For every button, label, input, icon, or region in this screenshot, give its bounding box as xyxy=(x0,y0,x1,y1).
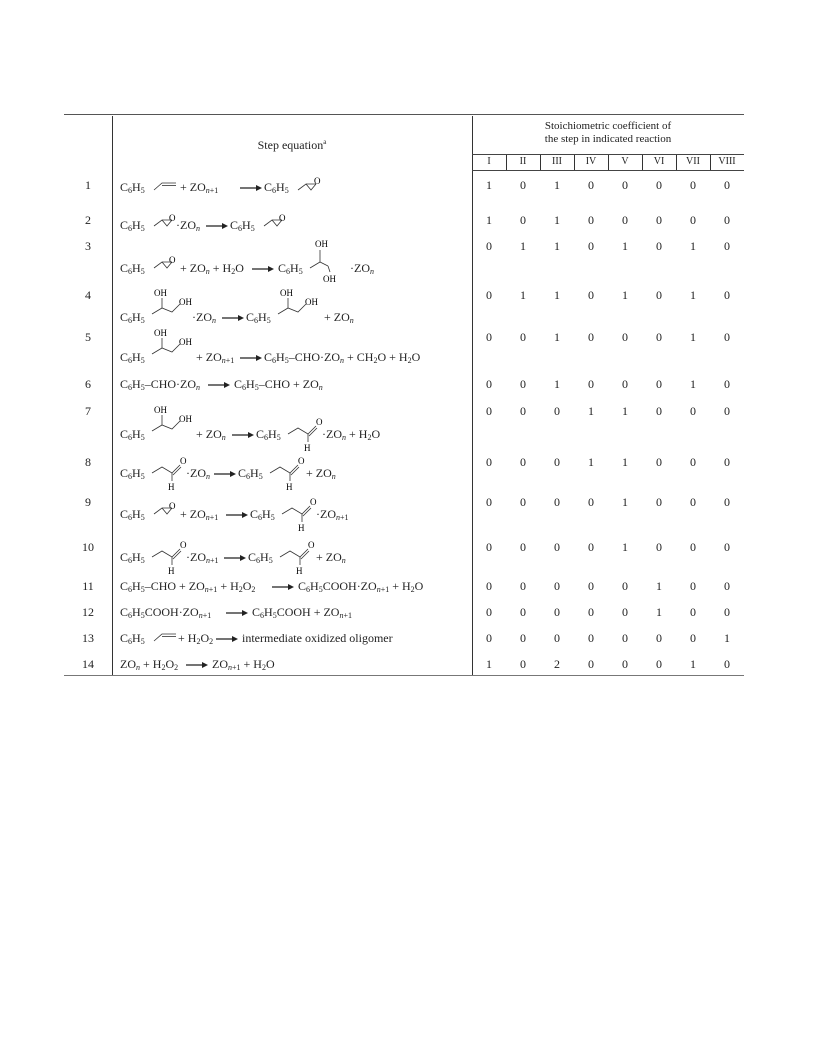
coef-III: 0 xyxy=(554,605,560,619)
svg-text:O: O xyxy=(180,456,187,466)
svg-text:O: O xyxy=(169,501,176,511)
reaction-col-II: II xyxy=(519,156,527,167)
coef-III: 0 xyxy=(554,495,560,509)
eq12-arrow xyxy=(226,610,248,616)
coef-VIII: 0 xyxy=(724,288,730,302)
coef-II: 0 xyxy=(520,330,526,344)
eq8-product: $C_6H_5$ xyxy=(238,466,263,481)
coef-V: 1 xyxy=(622,455,628,469)
eq3-c6h5: $C_6H_5$ xyxy=(120,261,145,276)
coef-IV: 0 xyxy=(588,657,594,671)
stoich-header: Stoichiometric coefficient of the step in indicated reaction xyxy=(544,120,672,145)
svg-text:H: H xyxy=(286,482,293,491)
svg-text:OH: OH xyxy=(154,328,167,338)
step-number: 3 xyxy=(85,239,91,253)
eq10-c6h5: $C_6H_5$ xyxy=(120,550,145,565)
step-number: 14 xyxy=(82,657,94,671)
coef-V: 1 xyxy=(622,404,628,418)
step-number: 4 xyxy=(85,288,91,302)
eq7-c6h5: $C_6H_5$ xyxy=(120,427,145,442)
eq7-reagent: + $ZO_n$ xyxy=(196,427,226,442)
eq2-epoxide xyxy=(152,212,178,230)
eq12-reactant: $C_6H_5COOH\cdot ZO_{n+1}$ xyxy=(120,605,212,620)
coef-VIII: 1 xyxy=(724,631,730,645)
coef-I: 0 xyxy=(486,404,492,418)
eq8-zon-product: + $ZO_n$ xyxy=(306,466,336,481)
eq10-arrow xyxy=(224,555,246,561)
eq7-products: $\cdot ZO_n + H_2O$ xyxy=(322,427,381,442)
coef-V: 0 xyxy=(622,657,628,671)
coef-II: 1 xyxy=(520,239,526,253)
eq9-c6h5: $C_6H_5$ xyxy=(120,507,145,522)
coef-III: 0 xyxy=(554,579,560,593)
eq6-reactant: $C_6H_5-CHO\cdot ZO_n$ xyxy=(120,377,201,392)
eq4-zon-product: + $ZO_n$ xyxy=(324,310,354,325)
coef-IV: 0 xyxy=(588,288,594,302)
coef-II: 0 xyxy=(520,631,526,645)
coef-VII: 0 xyxy=(690,404,696,418)
eq13-vinyl xyxy=(152,627,178,645)
coef-IV: 0 xyxy=(588,579,594,593)
coef-IV: 0 xyxy=(588,239,594,253)
coef-IV: 0 xyxy=(588,178,594,192)
step-number: 2 xyxy=(85,213,91,227)
coef-V: 0 xyxy=(622,579,628,593)
reaction-col-VI: VI xyxy=(653,156,665,167)
eq9-zon: $\cdot ZO_{n+1}$ xyxy=(316,507,349,522)
col-divider xyxy=(608,155,609,170)
step-number: 5 xyxy=(85,330,91,344)
eq4-diol-product xyxy=(276,288,326,318)
divider-num xyxy=(112,116,113,675)
coef-VI: 0 xyxy=(656,213,662,227)
col-divider xyxy=(574,155,575,170)
eq1-product: $C_6H_5$ xyxy=(264,180,289,195)
coef-VII: 1 xyxy=(690,288,696,302)
eq10-product: $C_6H_5$ xyxy=(248,550,273,565)
coef-VI: 1 xyxy=(656,579,662,593)
coef-II: 0 xyxy=(520,657,526,671)
svg-text:O: O xyxy=(180,540,187,550)
coef-VI: 0 xyxy=(656,495,662,509)
coef-VIII: 0 xyxy=(724,455,730,469)
coef-VII: 0 xyxy=(690,495,696,509)
coef-VIII: 0 xyxy=(724,579,730,593)
step-number: 1 xyxy=(85,178,91,192)
coef-VI: 1 xyxy=(656,605,662,619)
coef-VII: 0 xyxy=(690,213,696,227)
coef-VII: 0 xyxy=(690,631,696,645)
coef-II: 0 xyxy=(520,404,526,418)
coef-VIII: 0 xyxy=(724,239,730,253)
eq14-products: $ZO_{n+1} + H_2O$ xyxy=(212,657,275,672)
step-number: 8 xyxy=(85,455,91,469)
coef-I: 0 xyxy=(486,455,492,469)
step-number: 9 xyxy=(85,495,91,509)
eq8-c6h5: $C_6H_5$ xyxy=(120,466,145,481)
coef-II: 0 xyxy=(520,605,526,619)
coef-II: 0 xyxy=(520,178,526,192)
coef-III: 0 xyxy=(554,631,560,645)
eq1-rhs-a: + $ZO_{n+1}$ xyxy=(180,180,219,195)
svg-text:H: H xyxy=(168,566,175,575)
eq9-product: $C_6H_5$ xyxy=(250,507,275,522)
eq1-arrow xyxy=(240,185,262,191)
eq2-c6h5: $C_6H_5$ xyxy=(120,218,145,233)
svg-text:O: O xyxy=(279,213,286,223)
reaction-col-VIII: VIII xyxy=(718,156,736,167)
equations-layer xyxy=(118,0,468,1056)
coef-II: 0 xyxy=(520,213,526,227)
coef-I: 0 xyxy=(486,579,492,593)
eq13-arrow xyxy=(216,636,238,642)
svg-text:O: O xyxy=(169,255,176,265)
reaction-col-IV: IV xyxy=(585,156,597,167)
step-number: 7 xyxy=(85,404,91,418)
step-number: 13 xyxy=(82,631,94,645)
coef-VIII: 0 xyxy=(724,495,730,509)
coef-VIII: 0 xyxy=(724,377,730,391)
coef-IV: 0 xyxy=(588,495,594,509)
svg-text:OH: OH xyxy=(154,288,167,298)
svg-text:OH: OH xyxy=(179,297,192,307)
coef-VIII: 0 xyxy=(724,330,730,344)
reaction-col-III: III xyxy=(552,156,562,167)
coef-III: 1 xyxy=(554,239,560,253)
coef-I: 0 xyxy=(486,631,492,645)
coef-II: 0 xyxy=(520,579,526,593)
reaction-col-I: I xyxy=(487,156,491,167)
coef-VI: 0 xyxy=(656,377,662,391)
coef-VII: 0 xyxy=(690,455,696,469)
eq2-arrow xyxy=(206,223,228,229)
coef-II: 0 xyxy=(520,455,526,469)
coef-VII: 0 xyxy=(690,605,696,619)
eq4-c6h5: $C_6H_5$ xyxy=(120,310,145,325)
svg-text:H: H xyxy=(298,523,305,532)
coef-VII: 1 xyxy=(690,657,696,671)
eq5-products: $C_6H_5-CHO\cdot ZO_n + CH_2O + H_2O$ xyxy=(264,350,421,365)
coef-VII: 1 xyxy=(690,377,696,391)
eq5-diol xyxy=(150,328,200,358)
coef-V: 1 xyxy=(622,239,628,253)
coef-I: 0 xyxy=(486,377,492,391)
coef-VII: 1 xyxy=(690,239,696,253)
coef-III: 1 xyxy=(554,330,560,344)
col-divider xyxy=(540,155,541,170)
coef-IV: 0 xyxy=(588,540,594,554)
step-number: 11 xyxy=(82,579,94,593)
eq9-arrow xyxy=(226,512,248,518)
eq13-product: intermediate oxidized oligomer xyxy=(242,631,393,645)
eq12-products: $C_6H_5COOH + ZO_{n+1}$ xyxy=(252,605,352,620)
coef-I: 1 xyxy=(486,657,492,671)
eq13-c6h5: $C_6H_5$ xyxy=(120,631,145,646)
svg-text:OH: OH xyxy=(154,405,167,415)
eq6-arrow xyxy=(208,382,230,388)
eq7-arrow xyxy=(232,432,254,438)
svg-text:O: O xyxy=(298,456,305,466)
coef-VII: 1 xyxy=(690,330,696,344)
coef-VII: 0 xyxy=(690,178,696,192)
coef-V: 0 xyxy=(622,213,628,227)
reaction-col-V: V xyxy=(621,156,629,167)
coef-V: 0 xyxy=(622,377,628,391)
eq5-c6h5: $C_6H_5$ xyxy=(120,350,145,365)
step-equation-header: Step equation$^a$ xyxy=(257,138,327,152)
svg-text:OH: OH xyxy=(305,297,318,307)
svg-text:H: H xyxy=(296,566,303,575)
coef-VI: 0 xyxy=(656,178,662,192)
eq7-aldehyde xyxy=(286,414,326,452)
eq5-reagent: + $ZO_{n+1}$ xyxy=(196,350,235,365)
coef-I: 0 xyxy=(486,288,492,302)
svg-text:OH: OH xyxy=(179,414,192,424)
coef-VI: 0 xyxy=(656,631,662,645)
eq6-products: $C_6H_5$–CHO + $ZO_n$ xyxy=(234,377,323,392)
coef-VI: 0 xyxy=(656,455,662,469)
eq10-zon: $\cdot ZO_{n+1}$ xyxy=(186,550,219,565)
coef-V: 1 xyxy=(622,495,628,509)
coef-VI: 0 xyxy=(656,540,662,554)
col-divider xyxy=(506,155,507,170)
step-number: 6 xyxy=(85,377,91,391)
coef-III: 2 xyxy=(554,657,560,671)
eq8-arrow xyxy=(214,471,236,477)
coef-III: 1 xyxy=(554,288,560,302)
coef-VI: 0 xyxy=(656,404,662,418)
coef-V: 1 xyxy=(622,288,628,302)
coef-III: 1 xyxy=(554,377,560,391)
coef-V: 0 xyxy=(622,178,628,192)
coef-VIII: 0 xyxy=(724,404,730,418)
eq11-arrow xyxy=(272,584,294,590)
eq13-reagent: + $H_2O_2$ xyxy=(178,631,214,646)
svg-text:OH: OH xyxy=(323,274,336,284)
eq11-products: $C_6H_5COOH\cdot ZO_{n+1} + H_2O$ xyxy=(298,579,424,594)
coef-VIII: 0 xyxy=(724,178,730,192)
svg-text:OH: OH xyxy=(179,337,192,347)
reaction-col-VII: VII xyxy=(686,156,700,167)
col-divider xyxy=(642,155,643,170)
coef-VIII: 0 xyxy=(724,605,730,619)
coef-V: 0 xyxy=(622,330,628,344)
eq2-product: $C_6H_5$ xyxy=(230,218,255,233)
coef-II: 0 xyxy=(520,377,526,391)
coef-III: 1 xyxy=(554,178,560,192)
coef-III: 0 xyxy=(554,455,560,469)
coef-V: 1 xyxy=(622,540,628,554)
svg-text:O: O xyxy=(169,213,176,223)
coef-III: 0 xyxy=(554,404,560,418)
eq1-c6h5: $C_6H_5$ xyxy=(120,180,145,195)
svg-text:OH: OH xyxy=(280,288,293,298)
step-number: 10 xyxy=(82,540,94,554)
coef-I: 0 xyxy=(486,330,492,344)
eq3-product: $C_6H_5$ xyxy=(278,261,303,276)
eq10-aldehyde xyxy=(150,537,190,575)
coef-IV: 0 xyxy=(588,213,594,227)
coef-II: 0 xyxy=(520,540,526,554)
svg-text:O: O xyxy=(316,417,323,427)
eq3-diol xyxy=(308,238,356,284)
eq5-arrow xyxy=(240,355,262,361)
eq4-zon: $\cdot ZO_n$ xyxy=(192,310,216,325)
coef-III: 1 xyxy=(554,213,560,227)
eq7-diol xyxy=(150,405,200,435)
coef-VII: 0 xyxy=(690,579,696,593)
eq1-epoxide xyxy=(296,176,322,194)
coef-I: 1 xyxy=(486,213,492,227)
eq4-arrow xyxy=(222,315,244,321)
eq1-o: O xyxy=(314,176,321,186)
coef-VI: 0 xyxy=(656,657,662,671)
svg-text:O: O xyxy=(308,540,315,550)
coef-I: 0 xyxy=(486,239,492,253)
eq3-zon: $\cdot ZO_n$ xyxy=(350,261,374,276)
eq2-zon: $\cdot ZO_n$ xyxy=(176,218,200,233)
svg-text:OH: OH xyxy=(315,239,328,249)
coef-VI: 0 xyxy=(656,330,662,344)
coef-IV: 0 xyxy=(588,605,594,619)
coef-IV: 0 xyxy=(588,377,594,391)
coef-I: 1 xyxy=(486,178,492,192)
col-divider xyxy=(676,155,677,170)
step-number: 12 xyxy=(82,605,94,619)
coef-IV: 1 xyxy=(588,455,594,469)
coef-VIII: 0 xyxy=(724,213,730,227)
eq8-zon: $\cdot ZO_n$ xyxy=(186,466,210,481)
coef-II: 1 xyxy=(520,288,526,302)
coef-IV: 0 xyxy=(588,330,594,344)
coef-II: 0 xyxy=(520,495,526,509)
coef-IV: 1 xyxy=(588,404,594,418)
eq9-reagent: + $ZO_{n+1}$ xyxy=(180,507,219,522)
coef-VII: 0 xyxy=(690,540,696,554)
coef-VIII: 0 xyxy=(724,657,730,671)
coef-V: 0 xyxy=(622,605,628,619)
coef-I: 0 xyxy=(486,540,492,554)
coef-III: 0 xyxy=(554,540,560,554)
eq8-aldehyde-product xyxy=(268,453,308,491)
eq4-product: $C_6H_5$ xyxy=(246,310,271,325)
coef-I: 0 xyxy=(486,495,492,509)
coef-IV: 0 xyxy=(588,631,594,645)
eq1-vinyl xyxy=(152,176,178,194)
coef-VI: 0 xyxy=(656,288,662,302)
eq7-product: $C_6H_5$ xyxy=(256,427,281,442)
svg-text:H: H xyxy=(304,443,311,452)
svg-text:H: H xyxy=(168,482,175,491)
coef-VI: 0 xyxy=(656,239,662,253)
header-bottom-rule xyxy=(472,170,744,171)
eq11-reactants: $C_6H_5$–CHO + $ZO_{n+1} + H_2O_2$ xyxy=(120,579,256,594)
eq10-aldehyde-product xyxy=(278,537,318,575)
coef-I: 0 xyxy=(486,605,492,619)
eq9-epoxide xyxy=(152,500,178,518)
eq2-epoxide-product xyxy=(262,212,288,230)
eq10-zon-product: + $ZO_n$ xyxy=(316,550,346,565)
eq3-epoxide xyxy=(152,254,178,272)
eq3-reagents: + $ZO_n + H_2O$ xyxy=(180,261,244,276)
col-divider xyxy=(710,155,711,170)
svg-text:O: O xyxy=(310,497,317,507)
coef-VIII: 0 xyxy=(724,540,730,554)
eq14-arrow xyxy=(186,662,208,668)
eq14-reactants: $ZO_n + H_2O_2$ xyxy=(120,657,179,672)
eq9-aldehyde xyxy=(280,494,320,532)
eq3-arrow xyxy=(252,266,274,272)
eq8-aldehyde xyxy=(150,453,190,491)
coef-V: 0 xyxy=(622,631,628,645)
